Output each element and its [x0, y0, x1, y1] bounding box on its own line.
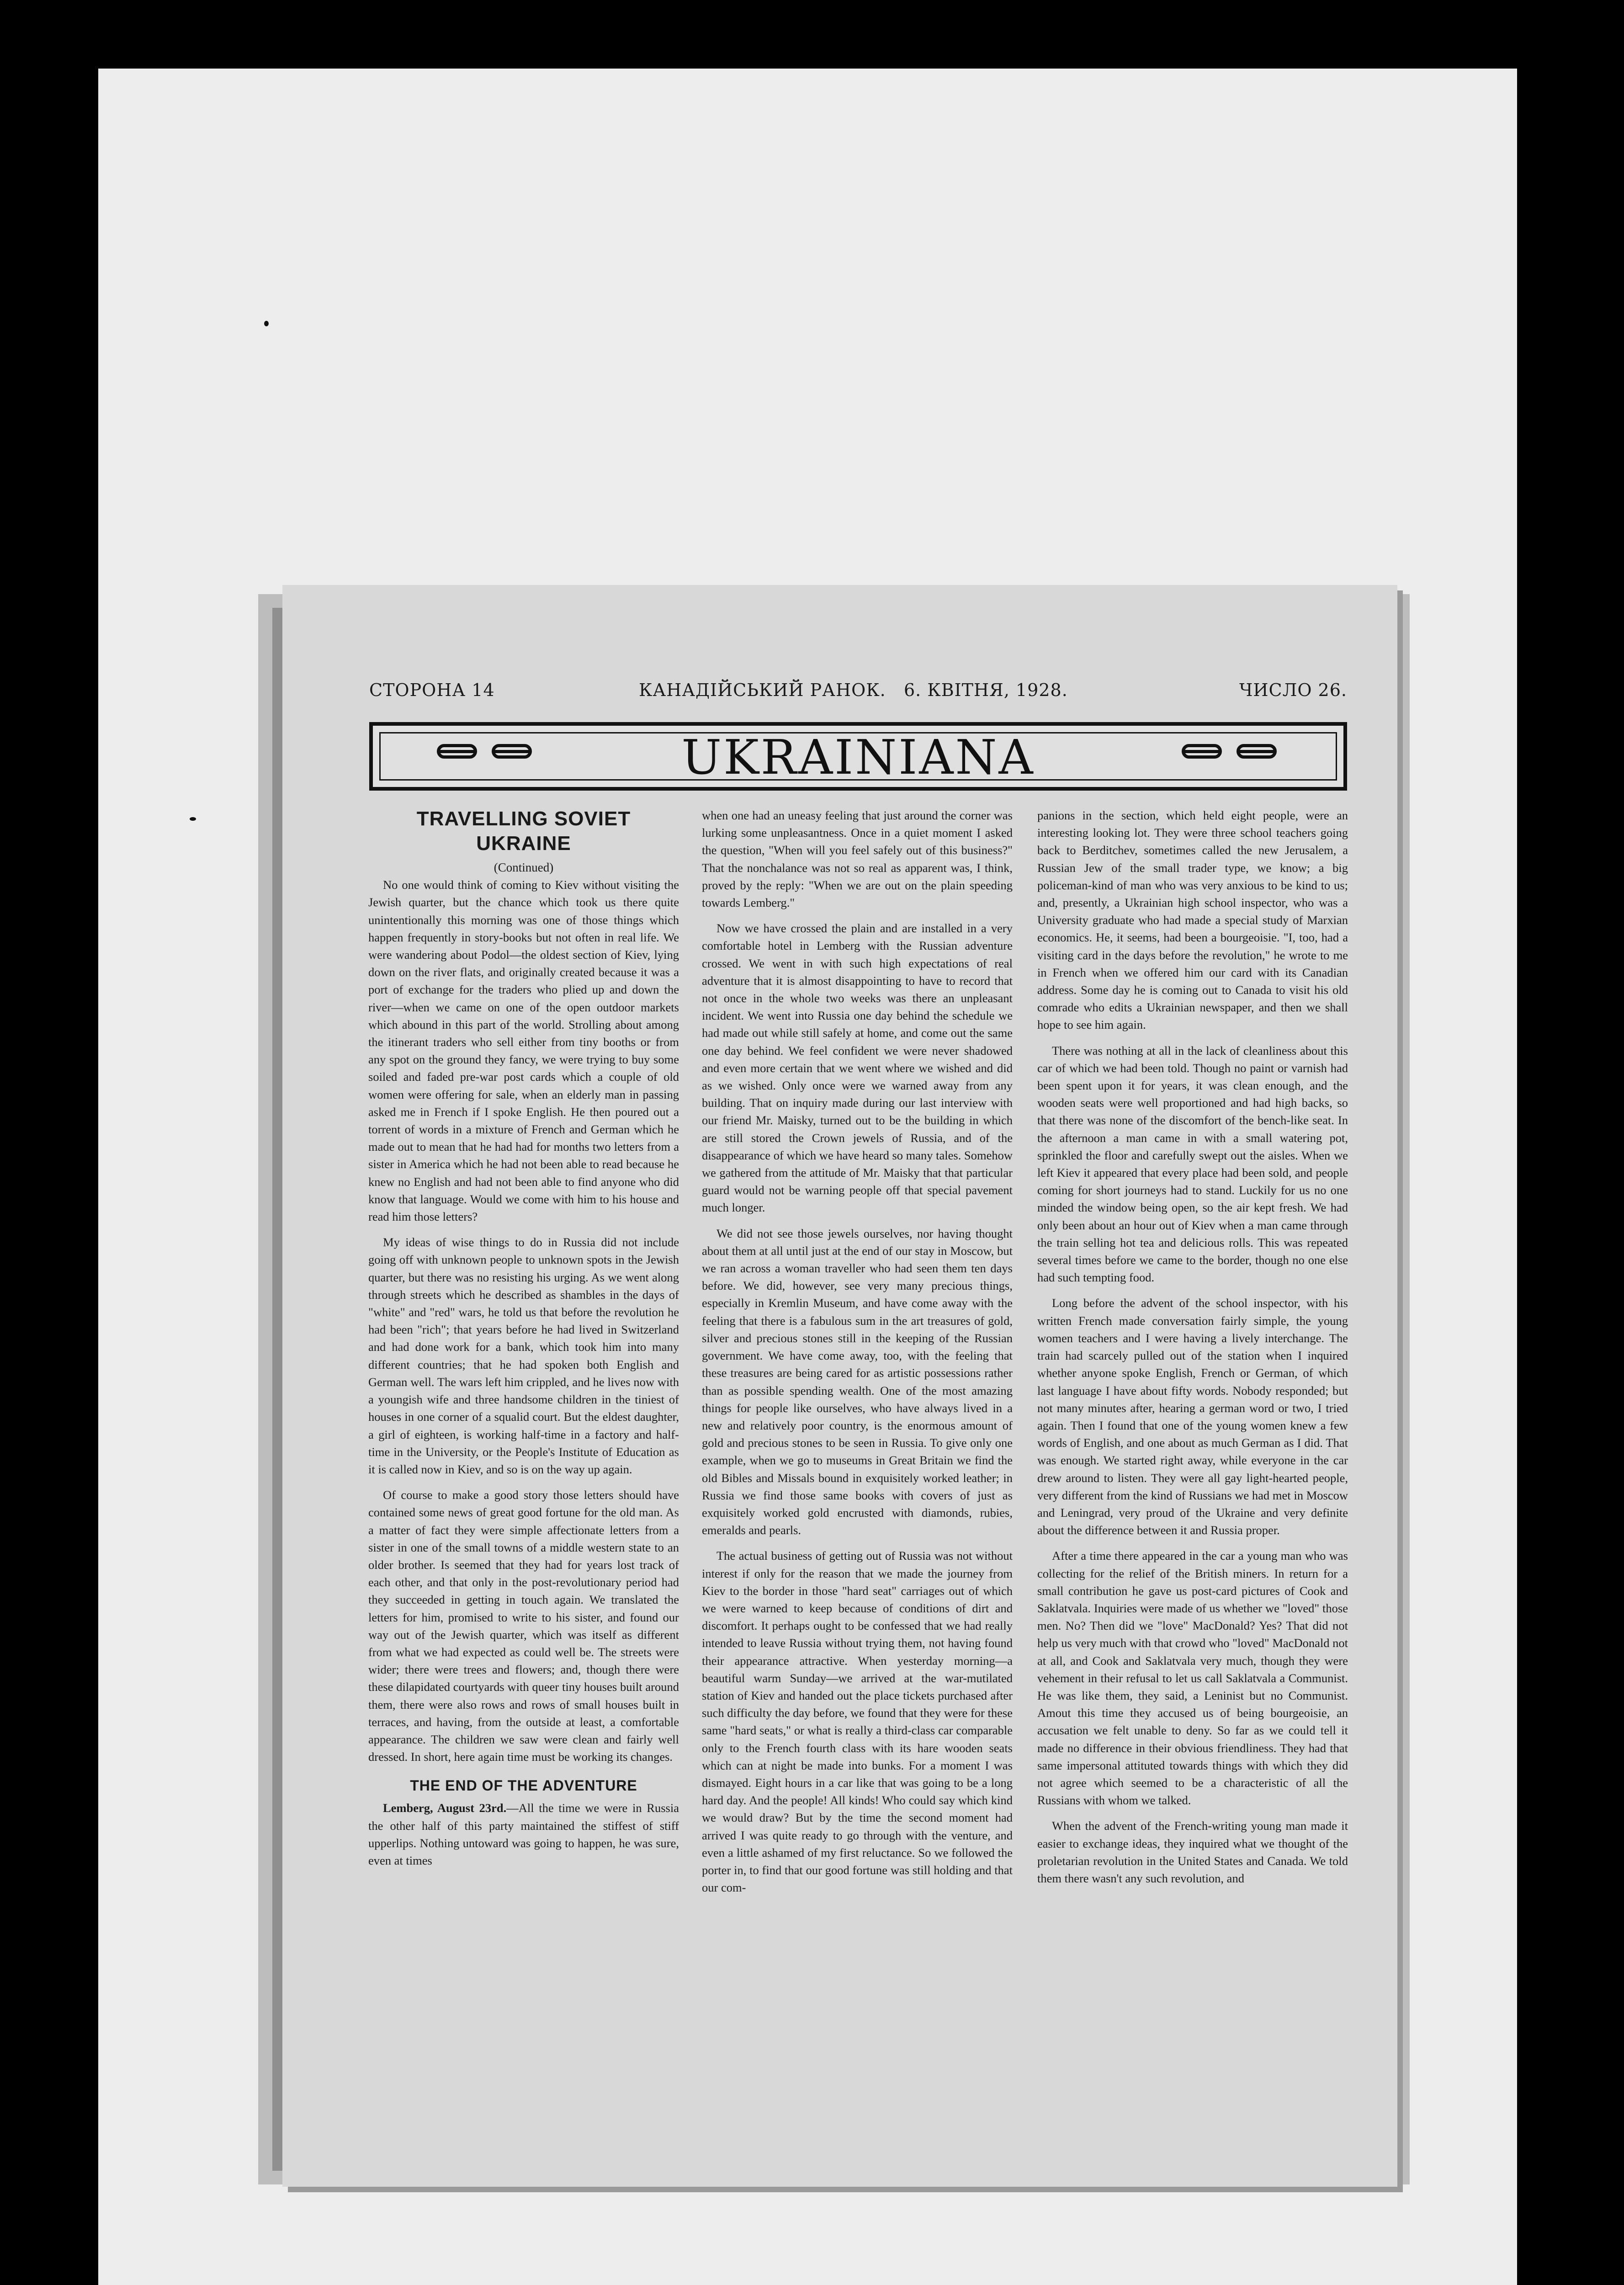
paragraph: There was nothing at all in the lack of cleanliness about this car of which we had been told. Though no paint or varnish had been spent upon it for years, it was clean enough, and the wooden seats were well proportioned and had high backs, so that there was none of the discomfort of the bench-like seat. In the afternoon a man came in with a small watering pot, sprinkled the floor and carefully swept out the aisles. When we left Kiev it appeared that every place had been sold, and people coming for short journeys had to stand. Luckily for us no one minded the window being open, so the air kept fresh. We had only been about an hour out of Kiev when a man came through the train selling hot tea and delicious rolls. This was repeated several times before we came to the border, though no one else had such tempting food.: [1037, 1043, 1348, 1285]
ornament-icon: [1237, 744, 1282, 760]
ornament-icon: [1182, 744, 1227, 760]
page-number-label: СТОРОНА 14: [369, 680, 495, 700]
paper-name: КАНАДІЙСЬКИЙ РАНОК.: [639, 680, 886, 700]
page-binding-edge: [272, 608, 282, 2171]
paragraph: when one had an uneasy feeling that just around the corner was lurking some unpleasantness. Once in a quiet moment I asked the question, "When will you feel safely out of this business?" That the nonchalance was not so real as apparent was, I think, proved by the reply: "When we are out on the plain speeding towards Lemberg.": [702, 808, 1013, 910]
paragraph: We did not see those jewels ourselves, nor having thought about them at all until just at the end of our stay in Moscow, but we ran across a woman traveller who had seen them ten days before. We did, however, see very many precious things, especially in Kremlin Museum, and have come away with the feeling that there is a fabulous sum in the art treasures of gold, silver and precious stones still in the keeping of the Russian government. We have come away, too, with the feeling that these treasures are being cared for as artistic possessions rather than as possible spending wealth. One of the most amazing things for people like ourselves, who have always lived in a new and relatively poor country, is the enormous amount of gold and precious stones to be seen in Russia. To give only one example, when we go to museums in Great Britain we find the old Bibles and Missals bound in exquisitely worked leather; in Russia we find those same books with covers of just as exquisitely worked gold encrusted with diamonds, rubies, emeralds and pearls.: [702, 1226, 1013, 1537]
paragraph: My ideas of wise things to do in Russia did not include going off with unknown people to unknown spots in the Jewish quarter, but there was no resisting his urging. As we went along through streets which he described as shambles in the days of "white" and "red" wars, he told us that before the revolution he had been "rich"; that years before he had lived in Switzerland and had done work for a bank, which took him into many different countries; that he had spoken both English and German well. The wars left him crippled, and he lives now with a youngish wife and three handsome children in the tiniest of houses in one corner of a squalid court. But the eldest daughter, a girl of eighteen, is working half-time in a factory and half-time in the University, or the People's Institute of Education as it is called now in Kiev, and so is on the way up again.: [368, 1235, 679, 1476]
section-banner: [369, 722, 1347, 791]
dust-speck: [190, 817, 196, 821]
page-header: [369, 680, 1347, 707]
paragraph: Of course to make a good story those letters should have contained some news of great good fortune for the old man. As a matter of fact they were simple affectionate letters from a sister in one of the small towns of a middle western state to an older brother. Is seemed that they had for years lost track of each other, and that only in the post-revolutionary period had they succeeded in getting in touch again. We translated the letters for him, promised to write to his sister, and found our way out of the Jewish quarter, which was itself as different from what we had expected as could well be. The streets were wider; there were trees and flowers; and, though there were these dilapidated courtyards with queer tiny houses built around them, there were also rows and rows of small houses built in terraces, and having, from the outside at least, a comfortable appearance. The children we saw were clean and fairly well dressed. In short, here again time must be working its changes.: [368, 1488, 679, 1764]
paragraph-text: —All the time we were in Russia the other half of this party maintained the stiffest of stiff upperlips. Nothing untoward was going to happen, he was sure, even at times: [368, 1801, 679, 1867]
dateline: Lemberg, August 23rd.: [383, 1801, 507, 1815]
section-heading: THE END OF THE ADVENTURE: [410, 1777, 637, 1794]
article-title: TRAVELLING SOVIET UKRAINE: [416, 808, 631, 855]
article-subtitle: (Continued): [494, 861, 554, 874]
masthead-and-date: [639, 680, 1068, 700]
paragraph: Long before the advent of the school inspector, with his written French made conversation fairly simple, the young women teachers and I were having a lively interchange. The train had scarcely pulled out of the station when I inquired whether anyone spoke English, French or German, of which last language I have about fifty words. Nobody responded; but not many minutes after, hearing a german word or two, I tried again. Then I found that one of the young women knew a few words of English, and one about as much German as I did. That was enough. We started right away, while everyone in the car drew around to listen. They were all gay light-hearted people, very different from the kind of Russians we had met in Moscow and Leningrad, very proud of the Ukraine and very definite about the difference between it and Russia proper.: [1037, 1296, 1348, 1537]
article-column-1: [368, 807, 679, 1869]
issue-date: 6. КВІТНЯ, 1928.: [903, 680, 1068, 700]
paragraph: [368, 1799, 679, 1869]
section-title: UKRAINIANA: [681, 729, 1035, 785]
dust-speck: [264, 321, 269, 326]
paragraph: No one would think of coming to Kiev without visiting the Jewish quarter, but the chance which took us there quite unintentionally this morning was one of those things which happen frequently in story-books but not often in real life. We were wandering about Podol—the oldest section of Kiev, lying down on the river flats, and originally created because it was a port of exchange for the traders who plied up and down the river—when we came on one of the open outdoor markets which abound in this part of the world. Strolling about among the itinerant traders who sell either from tiny booths or from any spot on the ground they fancy, we were trying to buy some soiled and faded pre-war post cards which a couple of old women were offering for sale, when an elderly man in passing asked me in French if I spoke English. He then poured out a torrent of words in a mixture of French and German which he made out to mean that he had had for months two letters from a sister in America which he had not been able to read because he knew no English and had not been able to find anyone who did know that language. Would we come with him to his house and read him those letters?: [368, 878, 679, 1224]
paragraph: When the advent of the French-writing young man made it easier to exchange ideas, they inquired what we thought of the proletarian revolution in the United States and Canada. We told them there wasn't any such revolution, and: [1037, 1819, 1348, 1885]
paragraph: panions in the section, which held eight people, were an interesting looking lot. They were three school teachers going back to Berditchev, sometimes called the new Jerusalem, a Russian Jew of the small trader type, we know; a big policeman-kind of man who was very anxious to be kind to us; and, presently, a Ukrainian high school inspector, who was a University graduate who had made a special study of Marxian economics. He, it seems, had been a bourgeoisie. "I, too, had a visiting card in the days before the revolution," he wrote to me in French when we offered him our card with its Canadian address. Some day he is coming out to Canada to visit his old comrade who edits a Ukrainian newspaper, and then we shall hope to see him again.: [1037, 808, 1348, 1032]
issue-number: ЧИСЛО 26.: [1239, 680, 1347, 700]
paragraph: The actual business of getting out of Russia was not without interest if only for the reason that we made the journey from Kiev to the border in those "hard seat" carriages out of which we were warned to keep because of conditions of dirt and discomfort. It perhaps ought to be confessed that we had really intended to leave Russia without trying them, not having found their appearance attractive. When yesterday morning—a beautiful warm Sunday—we arrived at the war-mutilated station of Kiev and handed out the place tickets purchased after such difficulty the day before, we found that they were for these same "hard seats," or what is really a third-class car comparable only to the French fourth class with its hare wooden seats which can at night be made into bunks. For a moment I was dismayed. Eight hours in a car like that was going to be a long hard day. And the people! All kinds! Who could say which kind we would draw? But by the time the second moment had arrived I was quite ready to go through with the venture, and even a little ashamed of my first reluctance. So we followed the porter in, to find that our good fortune was still holding and that our com-: [702, 1549, 1013, 1895]
article-column-3: [1037, 807, 1348, 1887]
paragraph: Now we have crossed the plain and are installed in a very comfortable hotel in Lemberg with the Russian adventure crossed. We went in with such high expectations of real adventure that it is almost disappointing to have to record that not once in the whole two weeks was there an unpleasant incident. We went into Russia one day behind the schedule we had made out while still safely at home, and come out the same one day behind. We feel confident we were never shadowed and even more certain that we went where we wished and did as we wished. Only once were we warned away from any building. That on inquiry made during our last interview with our friend Mr. Maisky, turned out to be the building in which are still stored the Crown jewels of Russia, and of the disappearance of which we have heard so many tales. Somehow we gathered from the attitude of Mr. Maisky that that particular guard would not be warning people off that special pavement much longer.: [702, 921, 1013, 1215]
paragraph: After a time there appeared in the car a young man who was collecting for the relief of the British miners. In return for a small contribution he gave us post-card pictures of Cook and Saklatvala. Inquiries were made of us whether we "loved" those men. No? Then did we "love" MacDonald? Yes? That did not help us very much with that crowd who "loved" MacDonald not at all, and Cook and Saklatvala very much, though they were vehement in their refusal to let us call Saklatvala a Communist. He was like them, they said, a Leninist but no Communist. Amout this time they accused us of being bourgeoisie, an accusation we felt unable to deny. So far as we could tell it made no difference in their obvious friendliness. They had that same impersonal attituted towards things with which they did not agree which seemed to be a characteristic of all the Russians with whom we talked.: [1037, 1549, 1348, 1807]
article-column-2: [702, 807, 1013, 1896]
newspaper-page: [282, 585, 1397, 2187]
